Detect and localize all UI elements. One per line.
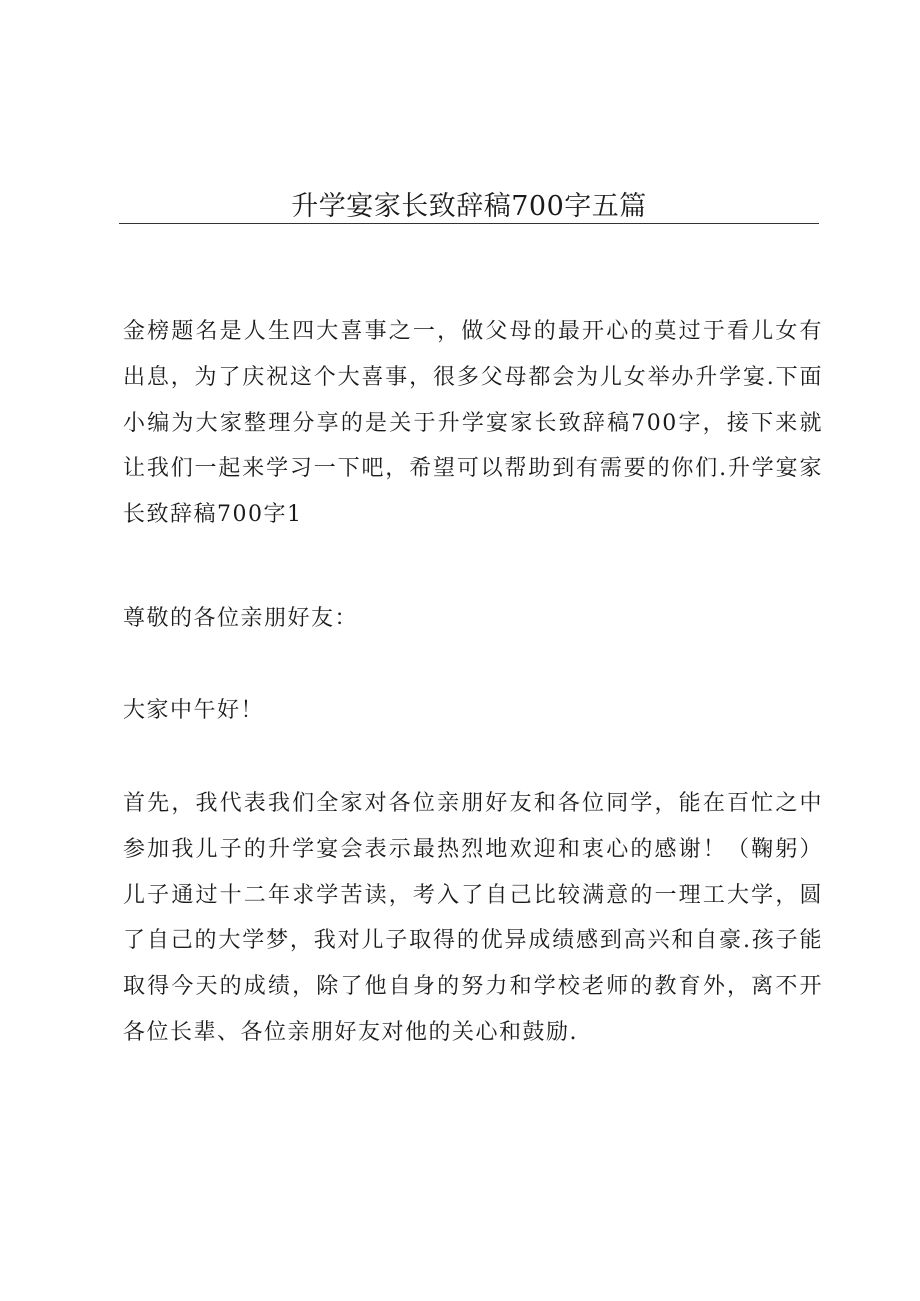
title-underline — [119, 223, 819, 224]
salutation-paragraph: 尊敬的各位亲朋好友： — [123, 606, 359, 631]
greeting-paragraph: 大家中午好！ — [123, 698, 265, 723]
document-title: 升学宴家长致辞稿700字五篇 — [291, 191, 647, 222]
body-paragraph: 首先，我代表我们全家对各位亲朋好友和各位同学，能在百忙之中参加我儿子的升学宴会表示最热烈地欢迎和衷心的感谢！（鞠躬）儿子通过十二年求学苦读，考入了自己比较满意的一理工大学，圆了自己的大学梦，我对儿子取得的优异成绩感到高兴和自豪.孩子能取得今天的成绩，除了他自身的努力和学校老师的教育外，离不开各位长辈、各位亲朋好友对他的关心和鼓励. — [123, 791, 823, 1045]
intro-paragraph: 金榜题名是人生四大喜事之一，做父母的最开心的莫过于看儿女有出息，为了庆祝这个大喜事，很多父母都会为儿女举办升学宴.下面小编为大家整理分享的是关于升学宴家长致辞稿700字，接下来就让我们一起来学习一下吧，希望可以帮助到有需要的你们.升学宴家长致辞稿700字1 — [123, 319, 823, 528]
